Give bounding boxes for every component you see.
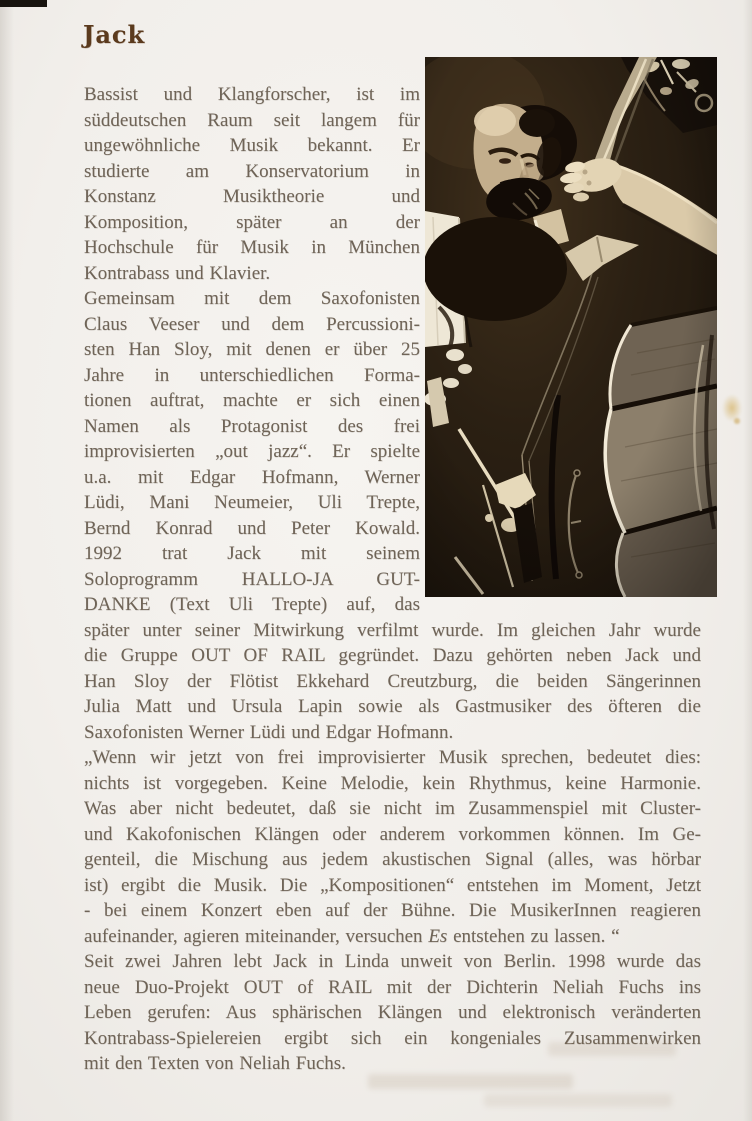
text-line: 1992 trat Jack mit seinem [84,543,420,564]
bleed-through-mark [368,1074,573,1089]
text-line: „Wenn wir jetzt von frei improvisierter Musik sprechen, bedeutet dies: [84,747,701,768]
text-line: ungewöhnliche Musik bekannt. Er [84,135,420,156]
text-line: Leben gerufen: Aus sphärischen Klängen und elektronisch veränderten [84,1002,701,1023]
quote-text-before-emphasis: aufeinander, agieren miteinander, versuchen [84,925,429,947]
text-line: Claus Veeser und dem Percussioni- [84,313,420,335]
quote-text-after-emphasis: entstehen zu lassen. “ [447,925,620,947]
text-line: Konstanz Musiktheorie und [84,186,420,207]
text-line: genteil, die Mischung aus jedem akustischen Signal (alles, was hörbar [84,849,701,870]
emphasized-word: Es [428,925,448,947]
bleed-through-mark [548,1042,676,1056]
text-line: u.a. mit Edgar Hofmann, Werner [84,466,420,488]
text-line: Namen als Protagonist des frei [84,415,420,437]
text-line: und Kakofonischen Klängen oder anderem vorkommen können. Im Ge- [84,823,701,845]
text-line: Was aber nicht bedeutet, daß sie nicht im Zusammenspiel mit Cluster- [84,798,701,819]
scan-edge-artifact [0,0,47,7]
text-line: sten Han Sloy, mit denen er über 25 [84,339,420,360]
text-line: improvisierten „out jazz“. Er spielte [84,441,420,462]
text-line: DANKE (Text Uli Trepte) auf, das [84,594,420,615]
text-line: Hochschule für Musik in München [84,237,420,258]
text-line: Julia Matt und Ursula Lapin sowie als Gastmusiker des öfteren die [84,696,701,717]
text-line [84,924,701,950]
text-line: Kontrabass-Spielereien ergibt sich ein kongeniales Zusammenwirken [84,1027,701,1049]
text-line: tionen auftrat, machte er sich einen [84,390,420,411]
text-line: die Gruppe OUT OF RAIL gegründet. Dazu gehörten neben Jack und [84,645,701,666]
text-line: Jahre in unterschiedlichen Forma- [84,364,420,386]
text-line: mit den Texten von Neliah Fuchs. [84,1053,346,1074]
text-line: Bernd Konrad und Peter Kowald. [84,517,420,539]
text-line: Komposition, später an der [84,211,420,233]
text-line: Lüdi, Mani Neumeier, Uli Trepte, [84,492,420,513]
text-line: nichts ist vorgegeben. Keine Melodie, kein Rhythmus, keine Harmonie. [84,772,701,794]
text-line: Kontrabass und Klavier. [84,262,271,284]
text-line: studierte am Konservatorium in [84,160,420,182]
text-line: Soloprogramm HALLO-JA GUT- [84,568,420,590]
text-line: Bassist und Klangforscher, ist im [84,84,420,105]
page-title: Jack [83,20,146,49]
text-line: Gemeinsam mit dem Saxofonisten [84,288,420,309]
text-line: Seit zwei Jahren lebt Jack in Linda unweit von Berlin. 1998 wurde das [84,951,701,972]
paper-stain [734,418,740,424]
text-line: süddeutschen Raum seit langem für [84,109,420,131]
text-line: später unter seiner Mitwirkung verfilmt wurde. Im gleichen Jahr wurde [84,619,701,641]
article-text [84,82,701,1077]
text-line: neue Duo-Projekt OUT of RAIL mit der Dichterin Neliah Fuchs ins [84,976,701,998]
bleed-through-mark [484,1094,672,1107]
text-line: Han Sloy der Flötist Ekkehard Creutzburg, die beiden Sängerinnen [84,670,701,692]
text-line: ist) ergibt die Musik. Die „Kompositionen“ entstehen im Moment, Jetzt [84,874,701,896]
text-line: Saxofonisten Werner Lüdi und Edgar Hofmann. [84,721,454,743]
text-line: - bei einem Konzert eben auf der Bühne. Die MusikerInnen reagieren [84,900,701,921]
